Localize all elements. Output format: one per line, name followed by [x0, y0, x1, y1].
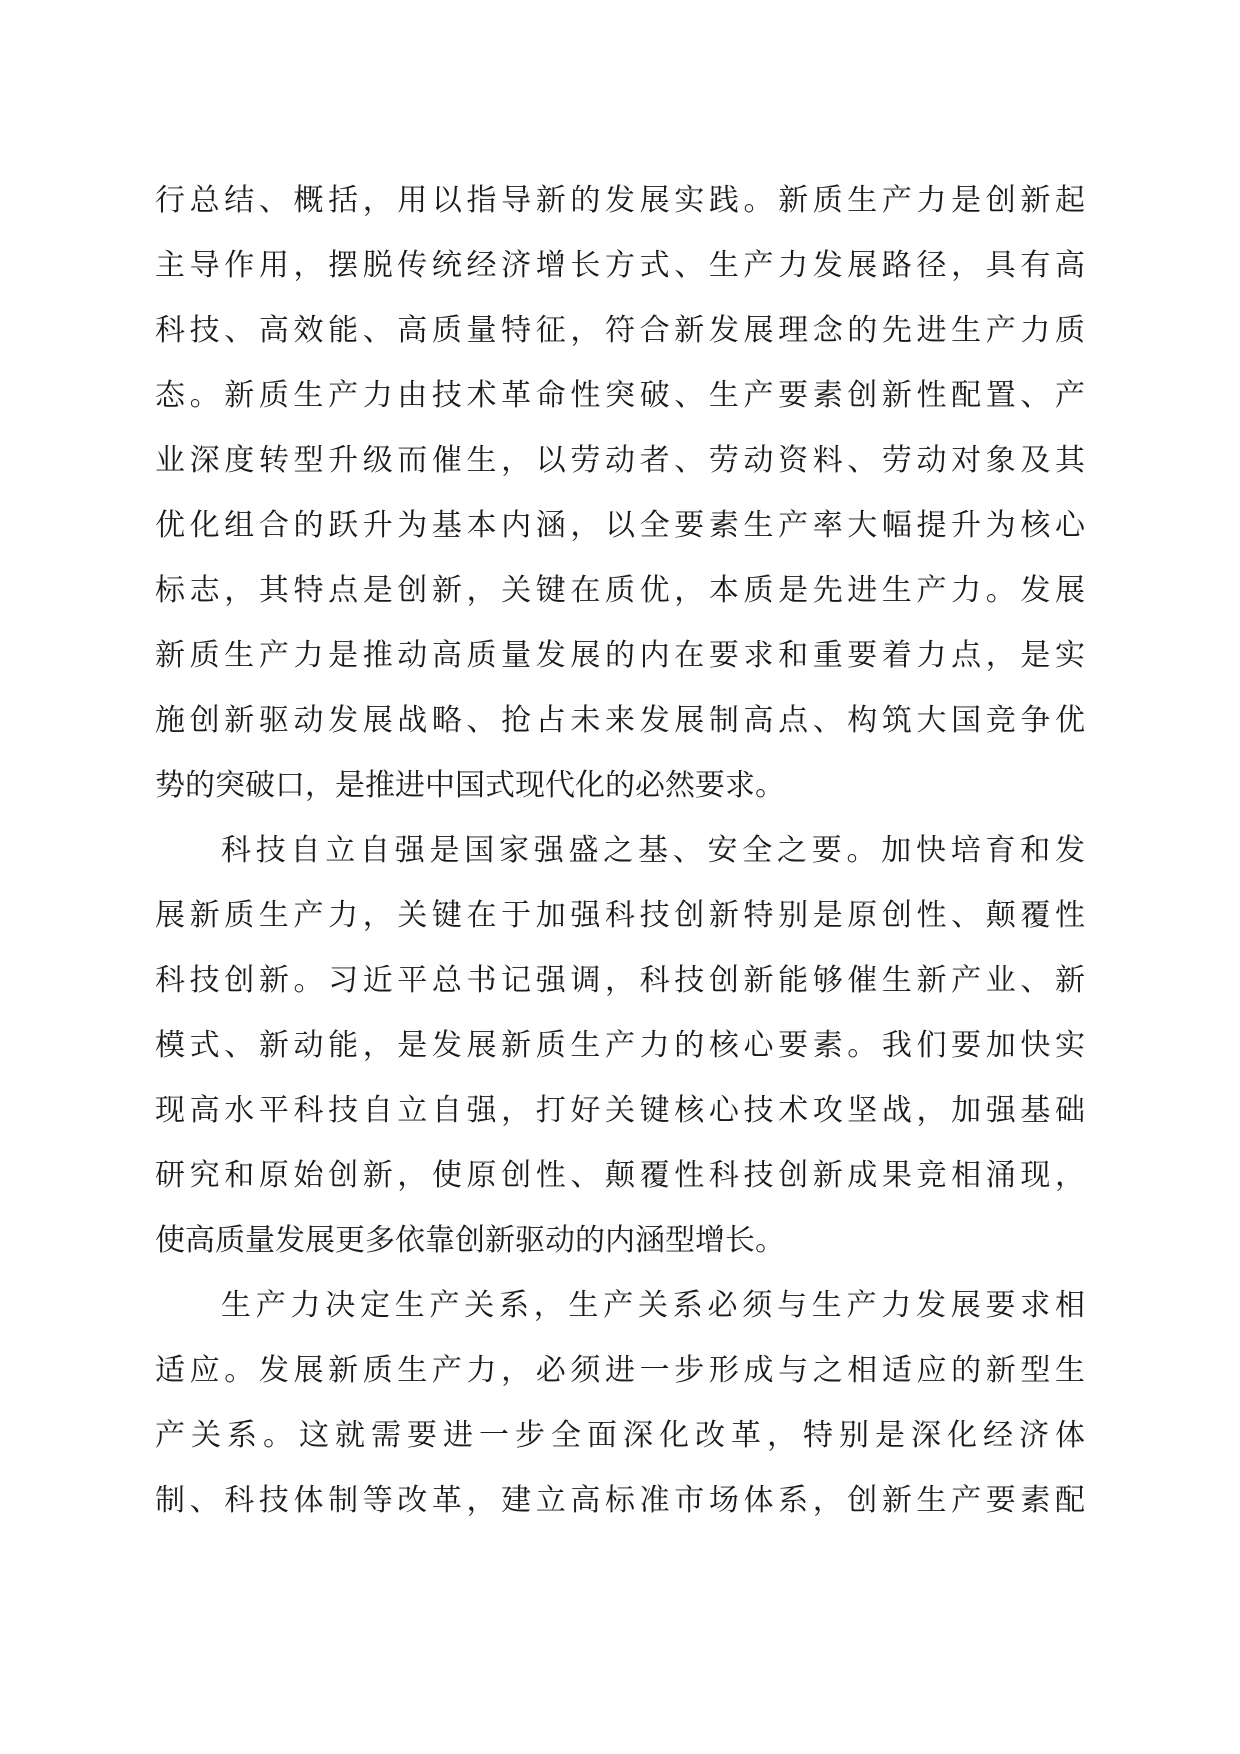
text-line: 态。新质生产力由技术革命性突破、生产要素创新性配置、产	[155, 378, 1085, 413]
text-line: 使高质量发展更多依靠创新驱动的内涵型增长。	[155, 1223, 785, 1258]
text-line: 新质生产力是推动高质量发展的内在要求和重要着力点，是实	[155, 638, 1085, 673]
text-line: 制、科技体制等改革，建立高标准市场体系，创新生产要素配	[155, 1483, 1085, 1518]
text-line: 产关系。这就需要进一步全面深化改革，特别是深化经济体	[155, 1418, 1085, 1453]
text-line: 适应。发展新质生产力，必须进一步形成与之相适应的新型生	[155, 1353, 1085, 1388]
paragraph-first-line: 科技自立自强是国家强盛之基、安全之要。加快培育和发	[221, 833, 1085, 868]
text-line: 业深度转型升级而催生，以劳动者、劳动资料、劳动对象及其	[155, 443, 1085, 478]
text-line: 施创新驱动发展战略、抢占未来发展制高点、构筑大国竞争优	[155, 703, 1085, 738]
text-line: 主导作用，摆脱传统经济增长方式、生产力发展路径，具有高	[155, 248, 1085, 283]
text-line: 科技、高效能、高质量特征，符合新发展理念的先进生产力质	[155, 313, 1085, 348]
text-line: 标志，其特点是创新，关键在质优，本质是先进生产力。发展	[155, 573, 1085, 608]
paragraph-first-line: 生产力决定生产关系，生产关系必须与生产力发展要求相	[221, 1288, 1085, 1323]
text-line: 模式、新动能，是发展新质生产力的核心要素。我们要加快实	[155, 1028, 1085, 1063]
text-line: 研究和原始创新，使原创性、颠覆性科技创新成果竞相涌现，	[155, 1158, 1085, 1193]
text-line: 展新质生产力，关键在于加强科技创新特别是原创性、颠覆性	[155, 898, 1085, 933]
text-line: 现高水平科技自立自强，打好关键核心技术攻坚战，加强基础	[155, 1093, 1085, 1128]
document-body	[155, 168, 1085, 1533]
text-line: 势的突破口，是推进中国式现代化的必然要求。	[155, 768, 785, 803]
text-line: 优化组合的跃升为基本内涵，以全要素生产率大幅提升为核心	[155, 508, 1085, 543]
text-line: 科技创新。习近平总书记强调，科技创新能够催生新产业、新	[155, 963, 1085, 998]
text-line: 行总结、概括，用以指导新的发展实践。新质生产力是创新起	[155, 183, 1085, 218]
